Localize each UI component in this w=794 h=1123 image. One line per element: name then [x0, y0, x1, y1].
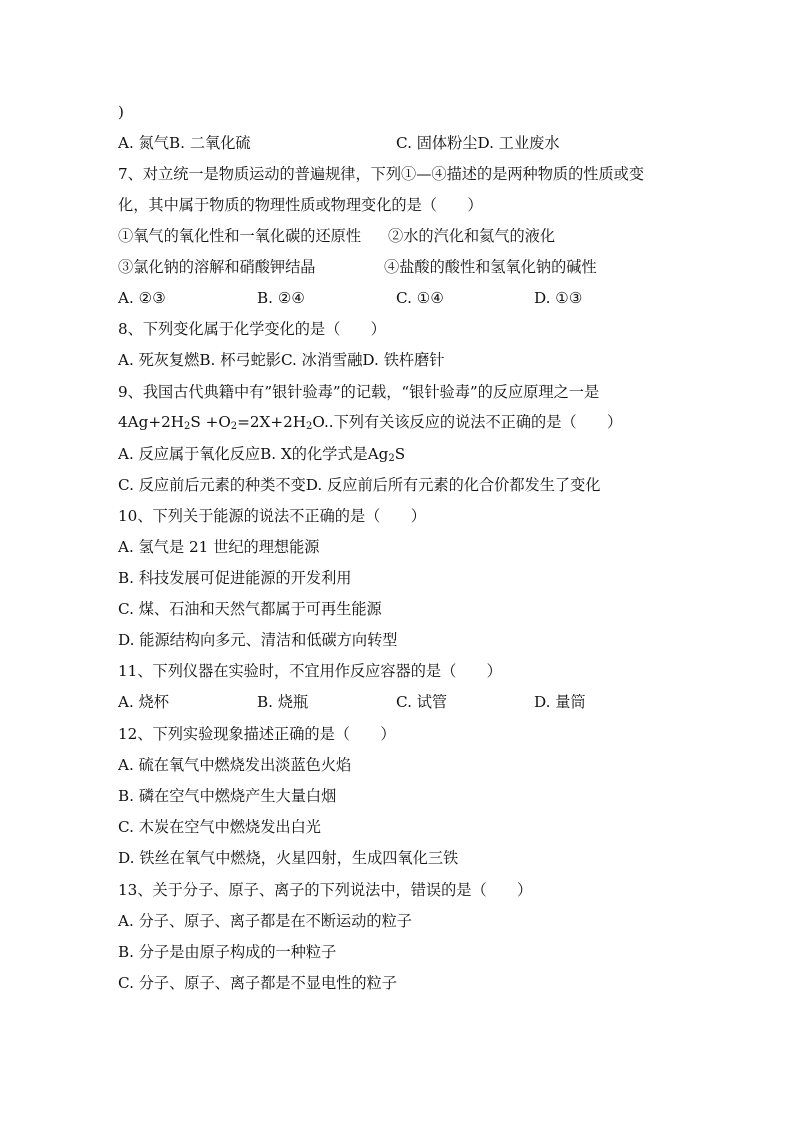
q7-option-a: A. ②③ — [118, 289, 166, 307]
q13-option-c: C. 分子、原子、离子都是不显电性的粒子 — [118, 974, 397, 992]
q11-option-a: A. 烧杯 — [118, 693, 169, 711]
q6-options — [118, 133, 560, 153]
q10-option-d: D. 能源结构向多元、清洁和低碳方向转型 — [118, 631, 398, 649]
q7-option-b: B. ②④ — [257, 289, 306, 307]
q6-option-ab: A. 氮气B. 二氧化硫 — [118, 134, 251, 152]
q6-option-cd: C. 固体粉尘D. 工业废水 — [396, 134, 560, 152]
subscript: 2 — [184, 421, 191, 432]
q11-options — [118, 692, 586, 712]
q11-option-d: D. 量筒 — [534, 693, 586, 711]
q7-option-c: C. ①④ — [396, 289, 444, 307]
q9-eq-part-4: O..下列有关该反应的说法不正确的是（ ） — [312, 413, 623, 431]
subscript: 2 — [306, 421, 313, 432]
q7-stem-line-2: 化，其中属于物质的物理性质或物理变化的是（ ） — [118, 196, 483, 214]
q11-option-b: B. 烧瓶 — [257, 693, 309, 711]
q11-option-c: C. 试管 — [396, 693, 448, 711]
q7-option-d: D. ①③ — [534, 289, 583, 307]
q8-options: A. 死灰复燃B. 杯弓蛇影C. 冰消雪融D. 铁杵磨针 — [118, 351, 445, 369]
q13-option-b: B. 分子是由原子构成的一种粒子 — [118, 943, 337, 961]
q7-options — [118, 288, 583, 308]
q9-option-ab-text: A. 反应属于氧化反应B. X的化学式是Ag — [118, 445, 389, 463]
q10-stem: 10、下列关于能源的说法不正确的是（ ） — [118, 507, 426, 525]
q9-eq-part-3: =2X+2H — [237, 413, 307, 431]
q9-options-ab — [118, 444, 405, 464]
q7-items-row-2 — [118, 257, 597, 277]
q11-stem: 11、下列仪器在实验时，不宜用作反应容器的是（ ） — [118, 662, 502, 680]
q9-options-cd: C. 反应前后元素的种类不变D. 反应前后所有元素的化合价都发生了变化 — [118, 476, 601, 494]
q10-option-c: C. 煤、石油和天然气都属于可再生能源 — [118, 600, 382, 618]
q12-stem: 12、下列实验现象描述正确的是（ ） — [118, 725, 396, 743]
q9-eq-part-2: S +O — [190, 413, 231, 431]
q13-stem: 13、关于分子、原子、离子的下列说法中，错误的是（ ） — [118, 881, 533, 899]
q7-items-row-1 — [118, 226, 555, 246]
q13-option-a: A. 分子、原子、离子都是在不断运动的粒子 — [118, 912, 412, 930]
q7-item-2: ②水的汽化和氦气的液化 — [388, 227, 556, 245]
q12-option-c: C. 木炭在空气中燃烧发出白光 — [118, 818, 321, 836]
q7-item-3: ③氯化钠的溶解和硝酸钾结晶 — [118, 258, 316, 276]
q9-equation-line — [118, 412, 622, 432]
q6-stem-tail: ) — [118, 103, 124, 121]
subscript: 2 — [230, 421, 238, 432]
q12-option-a: A. 硫在氧气中燃烧发出淡蓝色火焰 — [118, 756, 352, 774]
q7-stem-line-1: 7、对立统一是物质运动的普遍规律，下列①—④描述的是两种物质的性质或变 — [118, 165, 645, 183]
q7-item-4: ④盐酸的酸性和氢氧化钠的碱性 — [384, 258, 597, 276]
q8-stem: 8、下列变化属于化学变化的是（ ） — [118, 320, 386, 338]
subscript: 2 — [388, 453, 395, 464]
q9-option-ab-tail: S — [394, 445, 406, 463]
q12-option-d: D. 铁丝在氧气中燃烧，火星四射，生成四氧化三铁 — [118, 849, 459, 867]
q10-option-b: B. 科技发展可促进能源的开发利用 — [118, 569, 352, 587]
q7-item-1: ①氧气的氧化性和一氧化碳的还原性 — [118, 227, 361, 245]
q12-option-b: B. 磷在空气中燃烧产生大量白烟 — [118, 787, 337, 805]
q9-eq-part-1: 4Ag+2H — [118, 413, 184, 431]
q10-option-a: A. 氢气是 21 世纪的理想能源 — [118, 538, 320, 556]
q9-stem: 9、我国古代典籍中有”银针验毒”的记载，“银针验毒”的反应原理之一是 — [118, 383, 600, 401]
